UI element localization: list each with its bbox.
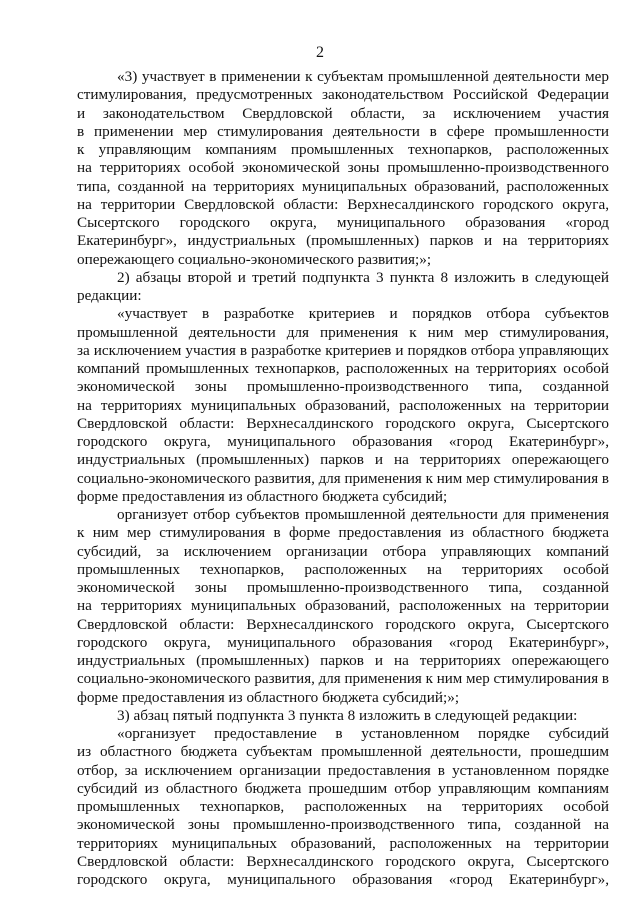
text-line: в применении мер стимулирования деятельности в сфере промышленности [77, 122, 609, 140]
text-line: территориях муниципальных образований, расположенных на территории [77, 834, 609, 852]
text-line: Свердловской области: Верхнесалдинского городского округа, Сысертского [77, 852, 609, 870]
text-line: социально-экономического развития, для применения к ним мер стимулирования в [77, 470, 609, 487]
text-line: 3) абзац пятый подпункта 3 пункта 8 изложить в следующей редакции: [117, 706, 578, 724]
text-line: на территории Свердловской области: Верхнесалдинского городского округа, [77, 195, 609, 213]
text-line: компаний промышленных технопарков, расположенных на территориях особой [77, 360, 609, 377]
text-line: городского округа, муниципального образования «город Екатеринбург», [77, 433, 609, 450]
text-line: организует отбор субъектов промышленной деятельности для применения [117, 506, 609, 523]
text-line: Сысертского городского округа, муниципального образования «город [77, 214, 609, 231]
text-line: «3) участвует в применении к субъектам промышленной деятельности мер [117, 68, 609, 85]
text-line: к управляющим компаниям промышленных технопарков, расположенных [77, 141, 609, 158]
text-line: промышленных технопарков, расположенных на территориях особой [77, 798, 609, 815]
body-text [77, 68, 609, 889]
text-line: стимулирования, предусмотренных законодательством Российской Федерации [77, 86, 609, 104]
text-line: экономической зоны промышленно-производственного типа, созданной [77, 579, 609, 596]
text-line: городского округа, муниципального образования «город Екатеринбург», [77, 633, 609, 651]
text-line: субсидий из областного бюджета прошедшим отбор управляющим компаниям [77, 779, 609, 797]
text-line: социально-экономического развития, для применения к ним мер стимулирования в [77, 671, 609, 688]
page-number: 2 [316, 44, 324, 61]
text-line: промышленных технопарков, расположенных на территориях особой [77, 560, 609, 578]
text-line: отбор, за исключением организации предоставления в установленном порядке [77, 761, 609, 779]
text-line: промышленной деятельности для применения к ним мер стимулирования, [77, 323, 609, 341]
text-line: городского округа, муниципального образования «город Екатеринбург», [77, 871, 609, 888]
text-line: на территориях особой экономической зоны промышленно-производственного [77, 159, 609, 177]
text-line: Свердловской области: Верхнесалдинского городского округа, Сысертского [77, 414, 609, 432]
text-line: на территориях муниципальных образований, расположенных на территории [77, 597, 609, 615]
text-line: форме предоставления из областного бюджета субсидий;»; [77, 688, 460, 706]
text-line: 2) абзацы второй и третий подпункта 3 пункта 8 изложить в следующей [117, 268, 609, 286]
text-line: экономической зоны промышленно-производственного типа, созданной на [77, 816, 609, 834]
text-line: «участвует в разработке критериев и порядков отбора субъектов [117, 305, 609, 323]
text-line: редакции: [77, 287, 142, 304]
text-line: Свердловской области: Верхнесалдинского городского округа, Сысертского [77, 615, 609, 633]
text-line: на территориях муниципальных образований, расположенных на территории [77, 396, 609, 414]
text-line: форме предоставления из областного бюджета субсидий; [77, 487, 448, 505]
text-line: индустриальных (промышленных) парков и на территориях опережающего [77, 652, 609, 669]
text-line: за исключением участия в разработке критериев и порядков отбора управляющих [77, 341, 609, 359]
text-line: «организует предоставление в установленном порядке субсидий [117, 725, 609, 742]
text-line: индустриальных (промышленных) парков и на территориях опережающего [77, 451, 609, 469]
text-line: экономической зоны промышленно-производственного типа, созданной [77, 378, 609, 396]
text-line: типа, созданной на территориях муниципальных образований, расположенных [77, 177, 609, 195]
text-line: субсидий, за исключением организации отбора управляющих компаний [77, 542, 609, 560]
text-line: Екатеринбург», индустриальных (промышленных) парков и на территориях [77, 232, 609, 250]
text-line: к ним мер стимулирования в форме предоставления из областного бюджета [77, 524, 609, 542]
text-line: опережающего социально-экономического развития;»; [77, 250, 432, 268]
text-line: и законодательством Свердловской области, за исключением участия [77, 104, 609, 122]
text-line: из областного бюджета субъектам промышленной деятельности, прошедшим [77, 743, 609, 761]
